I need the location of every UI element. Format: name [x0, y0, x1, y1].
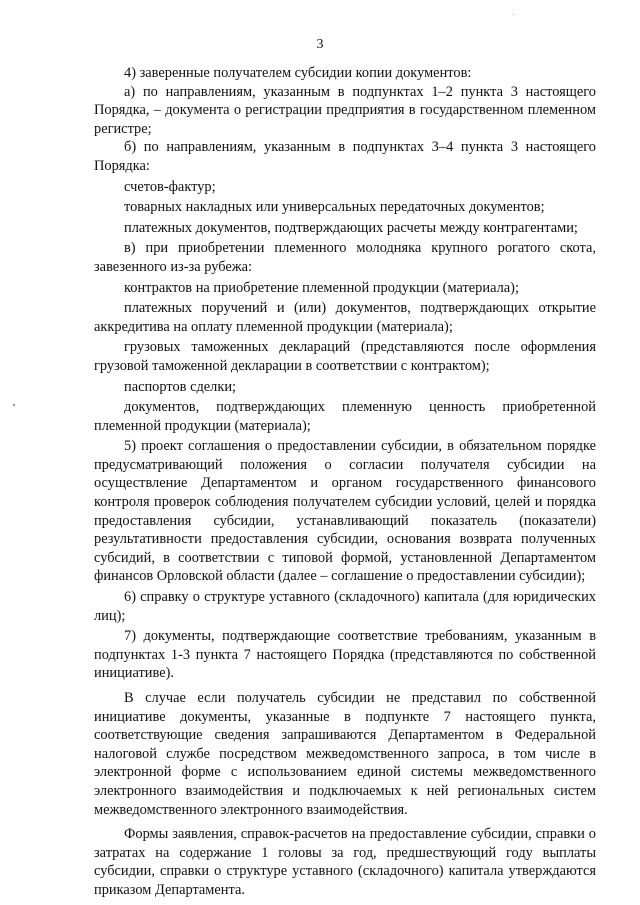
paragraph-payment-docs: платежных документов, подтверждающих расчеты между контрагентами; [124, 219, 578, 236]
page-number: 3 [316, 37, 324, 52]
paragraph-breeding-value-docs: документов, подтверждающих племенную ценность приобретенной племенной продукции (материала); [94, 399, 596, 434]
paragraph-subitem-a: а) по направлениям, указанным в подпунктах 1–2 пункта 3 настоящего Порядка, – документа о регистрации предприятия в государственном племенном регистре; [94, 83, 596, 137]
paragraph-waybills: товарных накладных или универсальных передаточных документов; [124, 199, 545, 216]
paragraph-invoices: счетов-фактур; [124, 178, 216, 195]
paragraph-subitem-b: б) по направлениям, указанным в подпунктах 3–4 пункта 3 настоящего Порядка: [94, 139, 596, 174]
paragraph-item-4: 4) заверенные получателем субсидии копии документов: [124, 65, 472, 81]
paragraph-item-5: 5) проект соглашения о предоставлении субсидии, в обязательном порядке предусматривающий положения о согласии получателя субсидии на осуществление Департаментом и органом государственного финансового контроля проверок соблюдения получателем субсидии условий, целей и порядка предоставления субсидии, устанавливающий показатель (показатели) результативности предоставления субсидии, основания возврата полученных субсидий, в соответствии с типовой формой, установленной Департаментом финансов Орловской области (далее – соглашение о предоставлении субсидии); [94, 438, 596, 585]
scan-dot [13, 404, 15, 406]
paragraph-item-7: 7) документы, подтверждающие соответствие требованиям, указанным в подпунктах 1-3 пункта 7 настоящего Порядка (представляются по собственной инициативе). [94, 628, 596, 682]
paragraph-deal-passports: паспортов сделки; [124, 378, 237, 395]
paragraph-contracts: контрактов на приобретение племенной продукции (материала); [124, 279, 519, 296]
scan-speck [513, 14, 514, 15]
paragraph-item-6: 6) справку о структуре уставного (складочного) капитала (для юридических лиц); [94, 589, 596, 624]
paragraph-payment-orders: платежных поручений и (или) документов, подтверждающих открытие аккредитива на оплату племенной продукции (материала); [94, 300, 596, 335]
paragraph-subitem-v: в) при приобретении племенного молодняка крупного рогатого скота, завезенного из-за рубежа: [94, 240, 596, 275]
paragraph-customs-declarations: грузовых таможенных деклараций (представляются после оформления грузовой таможенной декларации в соответствии с контрактом); [94, 339, 596, 374]
paragraph-forms-approval: Формы заявления, справок-расчетов на предоставление субсидии, справки о затратах на содержание 1 головы за год, предшествующий году выплаты субсидии, справки о структуре уставного (складочного) капитала утверждаются приказом Департамента. [94, 826, 596, 898]
document-body [94, 64, 596, 900]
paragraph-interagency-request: В случае если получатель субсидии не представил по собственной инициативе документы, указанные в подпункте 7 настоящего пункта, соответствующие сведения запрашиваются Департаментом в Федеральной налоговой службе посредством межведомственного запроса, в том числе в электронной форме с использованием единой системы межведомственного электронного взаимодействия и подключаемых к ней региональных систем межведомственного электронного взаимодействия. [94, 690, 596, 818]
